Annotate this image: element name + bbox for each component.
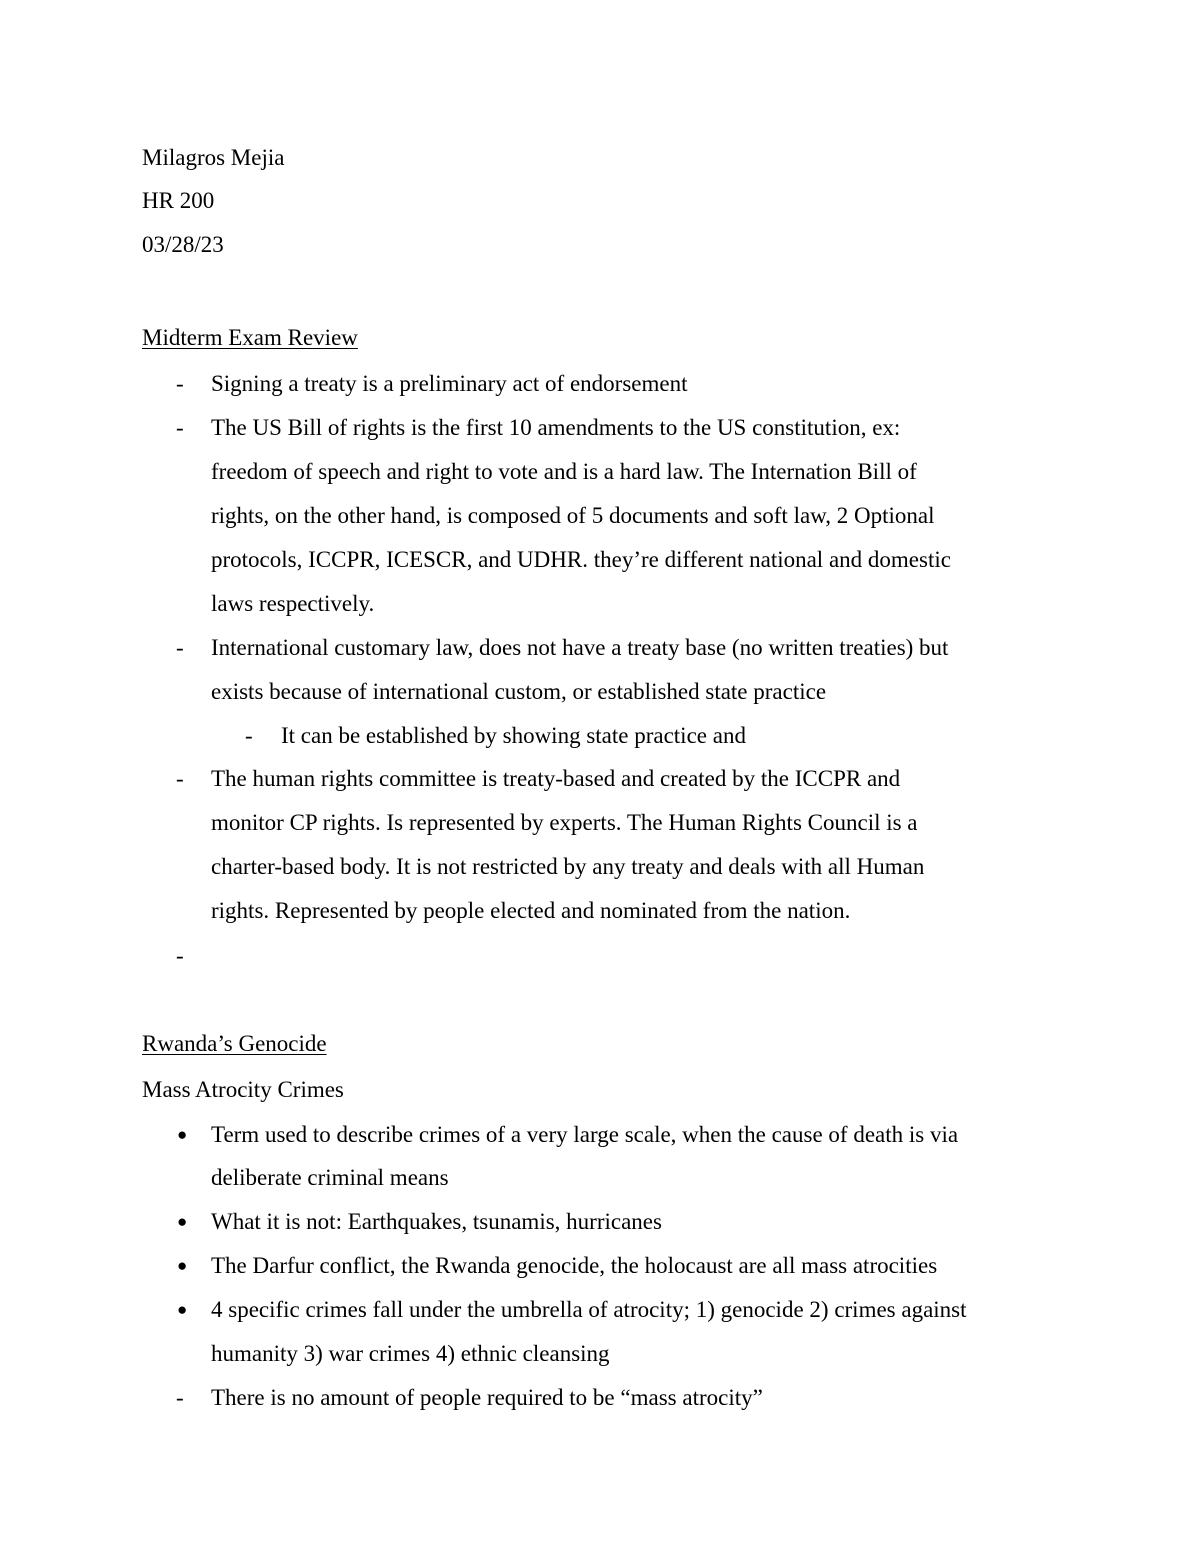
list-item: The human rights committee is treaty-based and created by the ICCPR and [211, 766, 901, 791]
list-item: Term used to describe crimes of a very large scale, when the cause of death is via [211, 1122, 959, 1147]
list-item: International customary law, does not have a treaty base (no written treaties) but [211, 635, 949, 660]
document-date: 03/28/23 [142, 232, 224, 257]
list-item-continuation: freedom of speech and right to vote and is a hard law. The Internation Bill of [211, 459, 917, 484]
dash-bullet: - [176, 1385, 184, 1410]
list-item: The US Bill of rights is the first 10 amendments to the US constitution, ex: [211, 415, 901, 440]
list-item-continuation: rights. Represented by people elected and nominated from the nation. [211, 898, 851, 923]
section-heading-midterm: Midterm Exam Review [142, 325, 358, 350]
dash-bullet-empty: - [176, 943, 184, 968]
subheading-mass-atrocity: Mass Atrocity Crimes [142, 1077, 344, 1102]
list-item-continuation: humanity 3) war crimes 4) ethnic cleansing [211, 1341, 610, 1366]
list-item-continuation: protocols, ICCPR, ICESCR, and UDHR. they’re different national and domestic [211, 547, 951, 572]
dash-bullet-nested: - [245, 723, 253, 748]
list-item: The Darfur conflict, the Rwanda genocide, the holocaust are all mass atrocities [211, 1253, 938, 1278]
list-item-continuation: charter-based body. It is not restricted by any treaty and deals with all Human [211, 854, 925, 879]
round-bullet: ● [177, 1125, 188, 1144]
list-item-continuation: deliberate criminal means [211, 1165, 449, 1190]
list-item: What it is not: Earthquakes, tsunamis, hurricanes [211, 1209, 662, 1234]
round-bullet: ● [177, 1212, 188, 1231]
dash-bullet: - [176, 635, 184, 660]
dash-bullet: - [176, 415, 184, 440]
list-item-continuation: rights, on the other hand, is composed of 5 documents and soft law, 2 Optional [211, 503, 935, 528]
dash-bullet: - [176, 766, 184, 791]
list-item-continuation: exists because of international custom, or established state practice [211, 679, 827, 704]
list-item-continuation: monitor CP rights. Is represented by experts. The Human Rights Council is a [211, 810, 918, 835]
list-item-continuation: laws respectively. [211, 591, 375, 616]
list-item: There is no amount of people required to be “mass atrocity” [211, 1385, 763, 1410]
round-bullet: ● [177, 1300, 188, 1319]
round-bullet: ● [177, 1256, 188, 1275]
dash-bullet: - [176, 371, 184, 396]
section-heading-rwanda: Rwanda’s Genocide [142, 1031, 327, 1056]
list-item: Signing a treaty is a preliminary act of endorsement [211, 371, 688, 396]
list-item: 4 specific crimes fall under the umbrella of atrocity; 1) genocide 2) crimes against [211, 1297, 967, 1322]
nested-list-item: It can be established by showing state practice and [281, 723, 746, 748]
author-name: Milagros Mejia [142, 145, 285, 170]
course-code: HR 200 [142, 188, 215, 213]
